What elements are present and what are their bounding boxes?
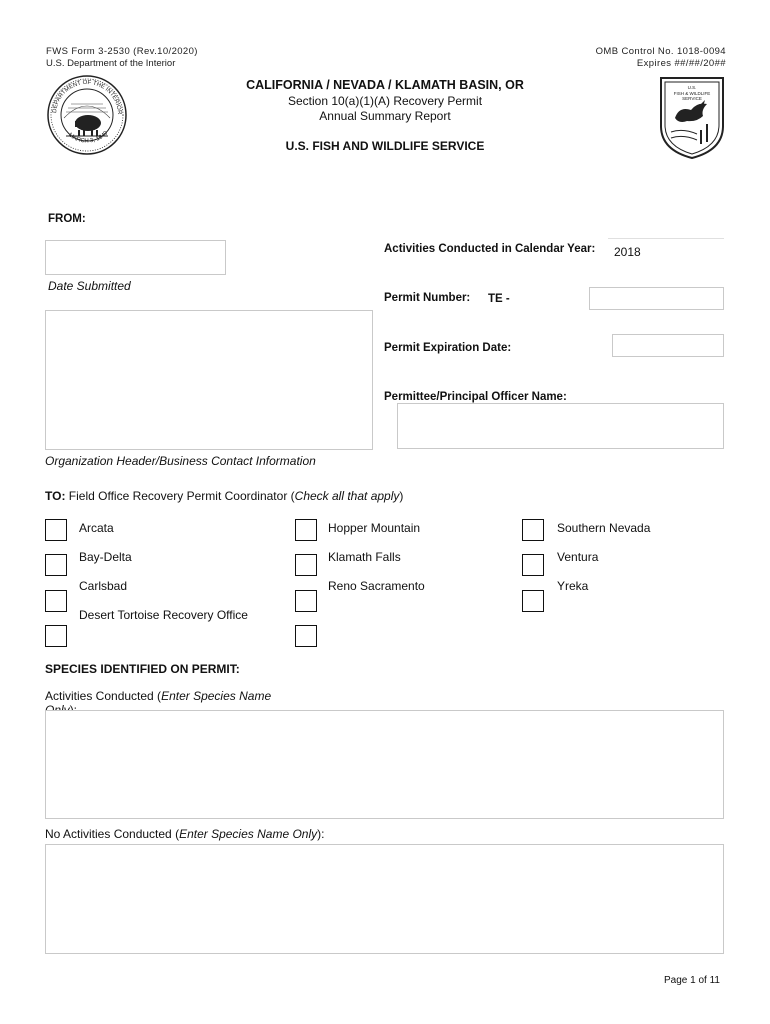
permit-expiration-field[interactable] — [612, 334, 724, 357]
principal-officer-label: Permittee/Principal Officer Name: — [384, 391, 567, 403]
permit-number-field[interactable] — [589, 287, 724, 310]
yreka-label: Yreka — [557, 579, 589, 593]
bay-delta-label: Bay-Delta — [79, 550, 132, 564]
carlsbad-label: Carlsbad — [79, 579, 128, 593]
calendar-year-value: 2018 — [614, 245, 641, 259]
activities-conducted-label: Activities Conducted (Enter Species Name — [45, 689, 272, 703]
svg-text:U.S.: U.S. — [687, 85, 697, 90]
yreka-checkbox[interactable] — [522, 590, 544, 612]
klamath-falls-checkbox[interactable] — [295, 554, 317, 576]
no-activities-label: No Activities Conducted (Enter Species Name Only): — [45, 827, 325, 841]
form-title: CALIFORNIA / NEVADA / KLAMATH BASIN, OR — [246, 78, 524, 92]
calendar-year-field[interactable] — [608, 238, 724, 264]
ventura-checkbox[interactable] — [522, 554, 544, 576]
svg-text:DEPARTMENT OF THE INTERIOR: DEPARTMENT OF THE INTERIOR — [52, 79, 123, 115]
desert-tortoise-label: Desert Tortoise Recovery Office — [79, 608, 248, 622]
arcata-checkbox[interactable] — [45, 519, 67, 541]
calendar-year-label: Activities Conducted in Calendar Year: — [384, 243, 596, 255]
date-submitted-field[interactable] — [45, 240, 226, 275]
desert-tortoise-checkbox[interactable] — [45, 625, 67, 647]
omb-control-number: OMB Control No. 1018-0094 — [595, 46, 726, 57]
permit-number-prefix: TE - — [488, 293, 510, 305]
form-subtitle-section: Section 10(a)(1)(A) Recovery Permit — [287, 94, 483, 108]
reno-sacramento-checkbox[interactable] — [295, 590, 317, 612]
hopper-mountain-label: Hopper Mountain — [328, 521, 421, 535]
no-activities-field[interactable] — [45, 844, 724, 954]
svg-text:MARCH 3, 1849: MARCH 3, 1849 — [67, 130, 110, 145]
bay-delta-checkbox[interactable] — [45, 554, 67, 576]
form-number: FWS Form 3-2530 (Rev.10/2020) — [46, 46, 198, 57]
form-subtitle-report: Annual Summary Report — [319, 109, 451, 123]
arcata-label: Arcata — [79, 521, 114, 535]
permit-number-label: Permit Number: — [384, 292, 471, 304]
to-instruction: TO: Field Office Recovery Permit Coordinator (Check all that apply) — [45, 489, 404, 503]
expiration-notice: Expires ##/##/20## — [636, 58, 726, 69]
fws-shield-icon — [657, 74, 727, 160]
hopper-mountain-checkbox[interactable] — [295, 519, 317, 541]
ventura-label: Ventura — [557, 550, 599, 564]
extra-office-checkbox[interactable] — [295, 625, 317, 647]
department-name: U.S. Department of the Interior — [46, 58, 176, 69]
klamath-falls-label: Klamath Falls — [328, 550, 401, 564]
activities-conducted-field[interactable] — [45, 710, 724, 819]
page-number: Page 1 of 11 — [664, 975, 720, 986]
svg-text:FISH & WILDLIFE: FISH & WILDLIFE — [673, 91, 711, 96]
to-label: TO: — [45, 489, 66, 503]
southern-nevada-label: Southern Nevada — [557, 521, 651, 535]
date-submitted-caption: Date Submitted — [48, 279, 131, 293]
species-heading: SPECIES IDENTIFIED ON PERMIT: — [45, 662, 240, 676]
organization-contact-field[interactable] — [45, 310, 373, 450]
doi-seal-icon — [46, 74, 128, 156]
principal-officer-field[interactable] — [397, 403, 724, 449]
agency-name: U.S. FISH AND WILDLIFE SERVICE — [285, 139, 485, 153]
organization-contact-caption: Organization Header/Business Contact Information — [45, 454, 316, 468]
southern-nevada-checkbox[interactable] — [522, 519, 544, 541]
carlsbad-checkbox[interactable] — [45, 590, 67, 612]
reno-sacramento-label: Reno Sacramento — [328, 579, 425, 593]
from-label: FROM: — [48, 213, 86, 225]
svg-text:SERVICE: SERVICE — [682, 96, 702, 101]
permit-expiration-label: Permit Expiration Date: — [384, 342, 512, 354]
